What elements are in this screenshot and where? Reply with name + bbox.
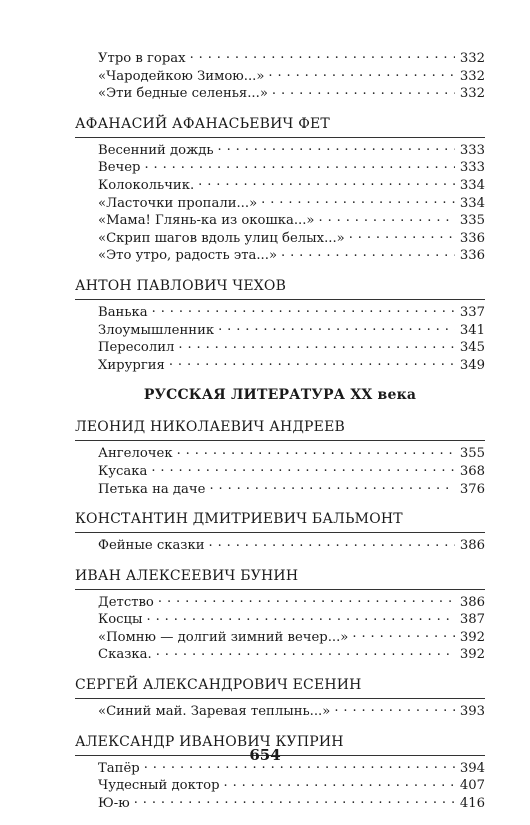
author-heading: АЛЕКСАНДР ИВАНОВИЧ КУПРИН bbox=[75, 733, 344, 750]
leader-dots bbox=[156, 646, 455, 658]
toc-entry[interactable] bbox=[75, 481, 485, 499]
entry-page: 392 bbox=[459, 647, 485, 663]
toc-entry[interactable] bbox=[75, 50, 485, 68]
leader-dots bbox=[209, 537, 455, 549]
entry-title: Ангелочек bbox=[98, 446, 173, 462]
leader-dots bbox=[334, 703, 455, 715]
entry-page: 393 bbox=[459, 704, 485, 720]
entry-page: 407 bbox=[459, 778, 485, 794]
entry-title: Утро в горах bbox=[98, 51, 186, 66]
toc-entry[interactable] bbox=[75, 611, 485, 629]
toc-entry[interactable] bbox=[75, 703, 485, 721]
toc-entry[interactable] bbox=[75, 177, 485, 195]
section-rule bbox=[75, 299, 485, 300]
leader-dots bbox=[177, 445, 455, 457]
section-rule bbox=[75, 532, 485, 533]
entry-page: 333 bbox=[459, 160, 485, 176]
section-rule bbox=[75, 440, 485, 441]
entry-title: «Скрип шагов вдоль улиц белых...» bbox=[98, 230, 345, 246]
section-rule bbox=[75, 589, 485, 590]
entry-title: Ю-ю bbox=[98, 795, 130, 811]
entry-page: 334 bbox=[459, 177, 485, 193]
toc-section-continued bbox=[75, 50, 485, 103]
leader-dots bbox=[352, 629, 455, 641]
author-heading: АФАНАСИЙ АФАНАСЬЕВИЧ ФЕТ bbox=[75, 115, 330, 132]
toc-entry[interactable] bbox=[75, 304, 485, 322]
leader-dots bbox=[147, 611, 455, 623]
toc-section-fet bbox=[75, 115, 485, 265]
entry-page: 349 bbox=[459, 357, 485, 373]
entry-page: 332 bbox=[459, 86, 485, 102]
leader-dots bbox=[144, 159, 455, 171]
entry-title: «Синий май. Заревая теплынь...» bbox=[98, 704, 331, 720]
toc-entry[interactable] bbox=[75, 195, 485, 213]
table-of-contents bbox=[75, 50, 485, 812]
toc-entry[interactable] bbox=[75, 68, 485, 86]
entry-title: Ванька bbox=[98, 304, 148, 320]
section-rule bbox=[75, 137, 485, 138]
leader-dots bbox=[190, 50, 455, 62]
entry-title: Петька на даче bbox=[98, 481, 206, 497]
entry-page: 368 bbox=[459, 463, 485, 479]
entry-title: Вечер bbox=[98, 160, 141, 176]
entry-page: 341 bbox=[459, 322, 485, 338]
entry-title: «Ласточки пропали...» bbox=[98, 195, 258, 211]
entry-page: 386 bbox=[459, 594, 485, 610]
leader-dots bbox=[198, 177, 455, 189]
section-rule bbox=[75, 698, 485, 699]
entry-title: «Эти бедные селенья...» bbox=[98, 86, 268, 102]
toc-section-balmont bbox=[75, 510, 485, 555]
entry-title: Колокольчик. bbox=[98, 177, 195, 193]
author-heading: АНТОН ПАВЛОВИЧ ЧЕХОВ bbox=[75, 277, 287, 294]
entry-title: Хирургия bbox=[98, 357, 165, 373]
entry-page: 376 bbox=[459, 481, 485, 497]
toc-entry[interactable] bbox=[75, 339, 485, 357]
entry-page: 355 bbox=[459, 446, 485, 462]
leader-dots bbox=[151, 463, 455, 475]
leader-dots bbox=[134, 795, 455, 807]
leader-dots bbox=[281, 247, 455, 259]
entry-title: Фейные сказки bbox=[98, 538, 205, 554]
toc-entry[interactable] bbox=[75, 445, 485, 463]
entry-title: Кусака bbox=[98, 463, 148, 479]
entry-page: 386 bbox=[459, 538, 485, 554]
leader-dots bbox=[218, 142, 455, 154]
entry-page: 336 bbox=[459, 230, 485, 246]
toc-entry[interactable] bbox=[75, 142, 485, 160]
entry-page: 335 bbox=[459, 213, 485, 229]
entry-title: «Помню — долгий зимний вечер...» bbox=[98, 629, 349, 645]
leader-dots bbox=[178, 339, 455, 351]
entry-page: 336 bbox=[459, 248, 485, 264]
leader-dots bbox=[218, 322, 455, 334]
toc-entry[interactable] bbox=[75, 777, 485, 795]
toc-section-bunin bbox=[75, 567, 485, 664]
entry-title: «Чародейкою Зимою...» bbox=[98, 68, 265, 84]
entry-page: 332 bbox=[459, 51, 485, 66]
entry-title: Чудесный доктор bbox=[98, 778, 220, 794]
toc-section-andreev bbox=[75, 418, 485, 498]
toc-entry[interactable] bbox=[75, 463, 485, 481]
leader-dots bbox=[272, 85, 455, 97]
entry-page: 387 bbox=[459, 612, 485, 628]
entry-page: 392 bbox=[459, 629, 485, 645]
toc-section-esenin bbox=[75, 676, 485, 721]
toc-section-chekhov bbox=[75, 277, 485, 374]
author-heading: КОНСТАНТИН ДМИТРИЕВИЧ БАЛЬМОНТ bbox=[75, 511, 403, 528]
page-number: 654 bbox=[249, 746, 281, 764]
toc-section-kuprin bbox=[75, 733, 485, 813]
entry-page: 332 bbox=[459, 68, 485, 84]
toc-entry[interactable] bbox=[75, 247, 485, 265]
toc-entry[interactable] bbox=[75, 629, 485, 647]
toc-entry[interactable] bbox=[75, 159, 485, 177]
author-heading: СЕРГЕЙ АЛЕКСАНДРОВИЧ ЕСЕНИН bbox=[75, 677, 362, 694]
entry-page: 334 bbox=[459, 195, 485, 211]
entry-page: 416 bbox=[459, 795, 485, 811]
toc-entry[interactable] bbox=[75, 230, 485, 248]
entry-title: Пересолил bbox=[98, 340, 175, 356]
leader-dots bbox=[169, 357, 455, 369]
entry-page: 394 bbox=[459, 760, 485, 776]
leader-dots bbox=[349, 230, 455, 242]
toc-entry[interactable] bbox=[75, 537, 485, 555]
toc-entry[interactable] bbox=[75, 357, 485, 375]
toc-entry[interactable] bbox=[75, 795, 485, 813]
part-title: РУССКАЯ ЛИТЕРАТУРА XX века bbox=[143, 387, 417, 404]
entry-title: «Мама! Глянь-ка из окошка...» bbox=[98, 213, 315, 229]
leader-dots bbox=[319, 212, 456, 224]
leader-dots bbox=[224, 777, 455, 789]
toc-entry[interactable] bbox=[75, 322, 485, 340]
leader-dots bbox=[261, 195, 455, 207]
author-heading: ИВАН АЛЕКСЕЕВИЧ БУНИН bbox=[75, 567, 299, 584]
toc-entry[interactable] bbox=[75, 85, 485, 103]
leader-dots bbox=[152, 304, 455, 316]
entry-title: Детство bbox=[98, 594, 154, 610]
entry-title: Злоумышленник bbox=[98, 322, 215, 338]
entry-title: Тапёр bbox=[98, 760, 140, 776]
entry-page: 345 bbox=[459, 340, 485, 356]
leader-dots bbox=[209, 481, 455, 493]
toc-entry[interactable] bbox=[75, 594, 485, 612]
toc-entry[interactable] bbox=[75, 212, 485, 230]
entry-title: Весенний дождь bbox=[98, 142, 214, 158]
leader-dots bbox=[268, 68, 455, 80]
entry-page: 337 bbox=[459, 304, 485, 320]
entry-page: 333 bbox=[459, 142, 485, 158]
leader-dots bbox=[158, 594, 455, 606]
author-heading: ЛЕОНИД НИКОЛАЕВИЧ АНДРЕЕВ bbox=[75, 419, 345, 436]
toc-entry[interactable] bbox=[75, 646, 485, 664]
entry-title: «Это утро, радость эта...» bbox=[98, 248, 278, 264]
entry-title: Сказка. bbox=[98, 647, 152, 663]
entry-title: Косцы bbox=[98, 612, 143, 628]
